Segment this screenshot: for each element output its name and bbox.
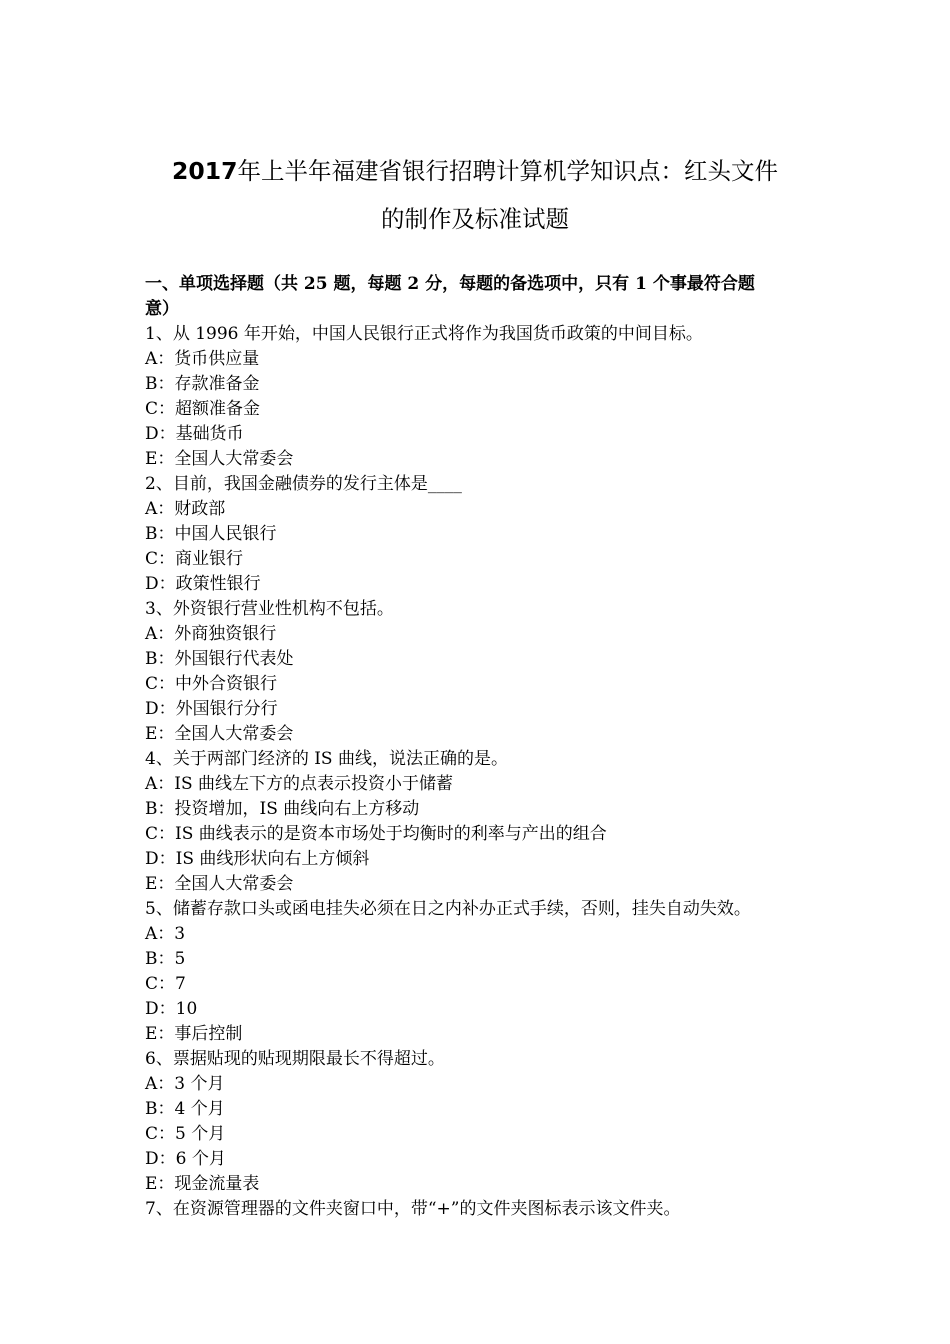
answer-option: C：5 个月	[145, 1124, 226, 1144]
question-4	[145, 747, 825, 897]
answer-option: B：投资增加，IS 曲线向右上方移动	[145, 799, 420, 819]
title-year: 2017	[172, 157, 238, 185]
answer-option: A：外商独资银行	[145, 624, 277, 644]
answer-option: E：全国人大常委会	[145, 874, 294, 894]
answer-option: A：3 个月	[145, 1074, 225, 1094]
answer-option: D：基础货币	[145, 424, 244, 444]
question-stem: 2、目前，我国金融债券的发行主体是____	[145, 474, 462, 494]
answer-option: A：财政部	[145, 499, 226, 519]
question-list	[145, 322, 825, 1222]
answer-option: C：商业银行	[145, 549, 244, 569]
answer-option: B：4 个月	[145, 1099, 225, 1119]
question-stem: 7、在资源管理器的文件夹窗口中，带“+”的文件夹图标表示该文件夹。	[145, 1199, 681, 1219]
answer-option: D：IS 曲线形状向右上方倾斜	[145, 849, 370, 869]
answer-option: B：存款准备金	[145, 374, 260, 394]
question-3	[145, 597, 825, 747]
answer-option: A：货币供应量	[145, 349, 260, 369]
answer-option: A：IS 曲线左下方的点表示投资小于储蓄	[145, 774, 454, 794]
answer-option: C：IS 曲线表示的是资本市场处于均衡时的利率与产出的组合	[145, 824, 607, 844]
question-stem: 4、关于两部门经济的 IS 曲线，说法正确的是。	[145, 749, 508, 769]
question-stem: 1、从 1996 年开始，中国人民银行正式将作为我国货币政策的中间目标。	[145, 324, 703, 344]
question-stem: 6、票据贴现的贴现期限最长不得超过。	[145, 1049, 445, 1069]
answer-option: B：外国银行代表处	[145, 649, 294, 669]
section-heading	[145, 272, 825, 322]
question-1	[145, 322, 825, 472]
section-heading-line-1: 一、单项选择题（共 25 题，每题 2 分，每题的备选项中，只有 1 个事最符合题	[145, 274, 755, 294]
answer-option: E：现金流量表	[145, 1174, 260, 1194]
answer-option: C：中外合资银行	[145, 674, 278, 694]
question-7	[145, 1197, 825, 1222]
answer-option: B：中国人民银行	[145, 524, 277, 544]
document-title	[120, 147, 830, 243]
answer-option: E：全国人大常委会	[145, 449, 294, 469]
answer-option: D：政策性银行	[145, 574, 261, 594]
answer-option: C：超额准备金	[145, 399, 261, 419]
question-2	[145, 472, 825, 597]
answer-option: E：全国人大常委会	[145, 724, 294, 744]
answer-option: C：7	[145, 974, 186, 994]
question-6	[145, 1047, 825, 1197]
question-stem: 5、储蓄存款口头或函电挂失必须在日之内补办正式手续，否则，挂失自动失效。	[145, 899, 751, 919]
document-body	[145, 272, 825, 1222]
title-line-2: 的制作及标准试题	[381, 205, 569, 233]
answer-option: B：5	[145, 949, 186, 969]
answer-option: E：事后控制	[145, 1024, 243, 1044]
answer-option: D：6 个月	[145, 1149, 226, 1169]
question-stem: 3、外资银行营业性机构不包括。	[145, 599, 394, 619]
title-line-1-text: 年上半年福建省银行招聘计算机学知识点：红头文件	[237, 157, 778, 185]
section-heading-line-2: 意）	[145, 299, 179, 319]
answer-option: A：3	[145, 924, 186, 944]
title-line-1	[120, 147, 830, 195]
question-5	[145, 897, 825, 1047]
answer-option: D：10	[145, 999, 198, 1019]
answer-option: D：外国银行分行	[145, 699, 278, 719]
